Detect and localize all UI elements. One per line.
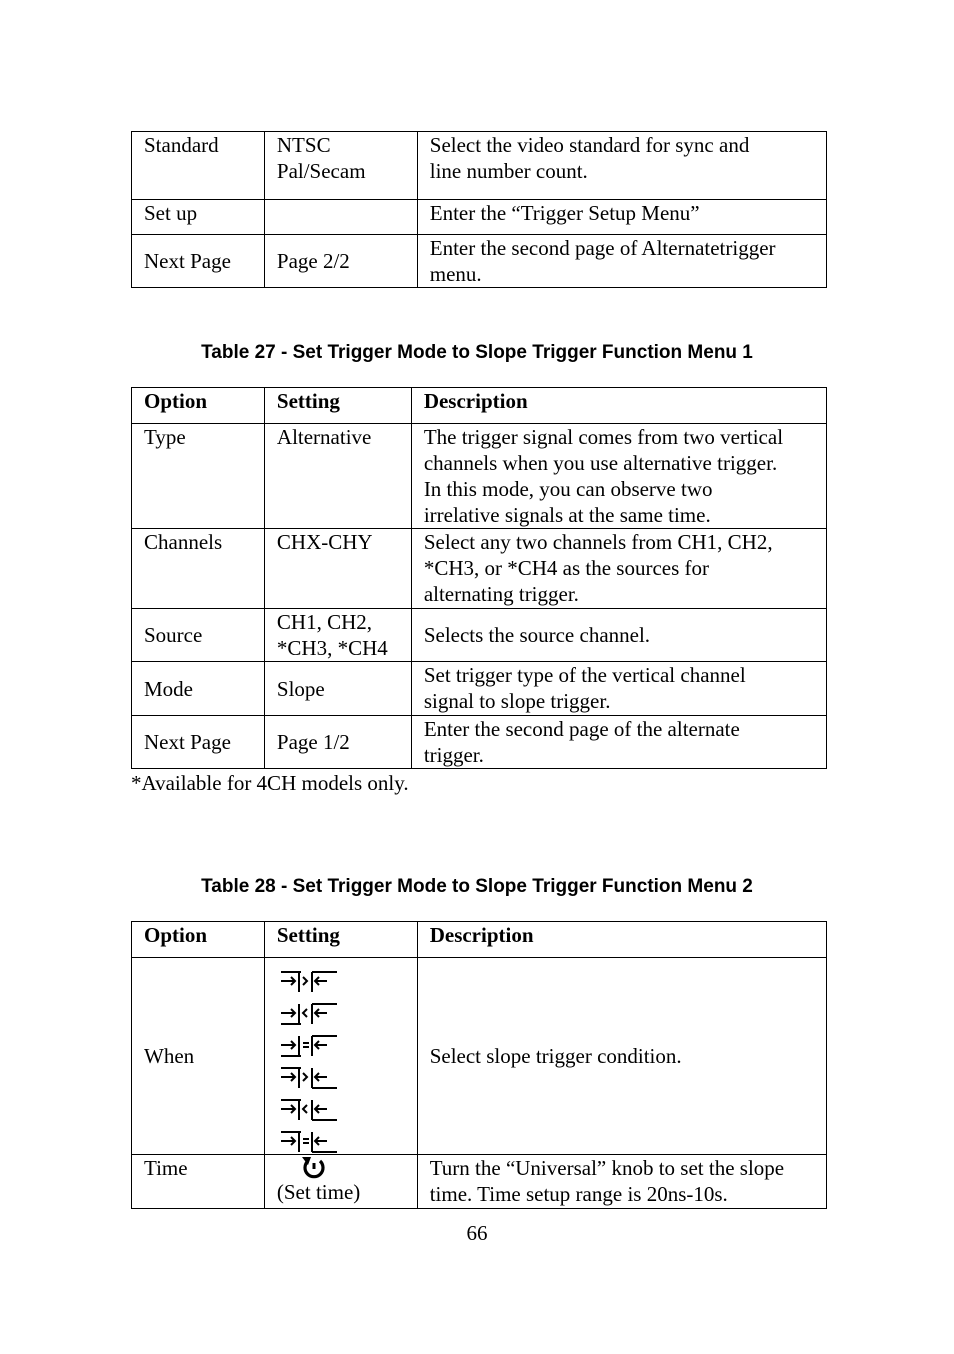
- setting-cell: Slope: [264, 662, 411, 716]
- trigger-menu-continuation-table: [131, 131, 827, 288]
- description-cell: Enter the “Trigger Setup Menu”: [417, 200, 826, 235]
- description-cell: Enter the second page of the alternate trigger.: [411, 716, 826, 769]
- description-cell: Turn the “Universal” knob to set the slope time. Time setup range is 20ns-10s.: [417, 1155, 826, 1209]
- setting-cell: CH1, CH2, *CH3, *CH4: [264, 609, 411, 662]
- option-cell: When: [132, 958, 265, 1155]
- option-cell: Source: [132, 609, 265, 662]
- column-header-description: Description: [411, 388, 826, 424]
- setting-cell: Page 1/2: [264, 716, 411, 769]
- table-row: [132, 716, 827, 769]
- option-cell: Next Page: [132, 716, 265, 769]
- table-row: [132, 958, 827, 1155]
- option-cell: Next Page: [132, 235, 265, 288]
- column-header-description: Description: [417, 922, 826, 958]
- table28: [131, 921, 827, 1209]
- slope-less-than-icon: [279, 1000, 341, 1026]
- footnote: *Available for 4CH models only.: [131, 771, 409, 795]
- slope-equal-icon: [279, 1128, 341, 1154]
- table-header-row: [132, 922, 827, 958]
- table-row: [132, 1155, 827, 1209]
- setting-cell: [264, 200, 417, 235]
- column-header-option: Option: [132, 922, 265, 958]
- table27-caption: Table 27 - Set Trigger Mode to Slope Trigger Function Menu 1: [201, 342, 753, 363]
- table28-caption: Table 28 - Set Trigger Mode to Slope Trigger Function Menu 2: [201, 876, 753, 897]
- description-cell: Select the video standard for sync and line number count.: [417, 132, 826, 200]
- option-cell: Type: [132, 424, 265, 529]
- description-cell: Set trigger type of the vertical channel signal to slope trigger.: [411, 662, 826, 716]
- column-header-setting: Setting: [264, 922, 417, 958]
- setting-cell: CHX-CHY: [264, 529, 411, 609]
- option-cell: Mode: [132, 662, 265, 716]
- option-cell: Standard: [132, 132, 265, 200]
- slope-greater-than-icon: [279, 968, 341, 994]
- table27: [131, 387, 827, 769]
- page-number: 66: [466, 1221, 488, 1245]
- description-cell: Selects the source channel.: [411, 609, 826, 662]
- table-row: [132, 609, 827, 662]
- option-cell: Set up: [132, 200, 265, 235]
- slope-equal-icon: [279, 1032, 341, 1058]
- setting-cell: [264, 958, 417, 1155]
- description-cell: The trigger signal comes from two vertical channels when you use alternative trigger. In this mode, you can observe two irrelative signals at the same time.: [411, 424, 826, 529]
- slope-less-than-icon: [279, 1096, 341, 1122]
- table-row: [132, 235, 827, 288]
- universal-knob-icon: [299, 1155, 329, 1179]
- table-row: [132, 424, 827, 529]
- table-row: [132, 662, 827, 716]
- table-row: [132, 200, 827, 235]
- setting-cell: Page 2/2: [264, 235, 417, 288]
- set-time-label: (Set time): [276, 1180, 361, 1204]
- setting-cell: Alternative: [264, 424, 411, 529]
- setting-cell: NTSC Pal/Secam: [264, 132, 417, 200]
- slope-condition-icons: [265, 958, 417, 1154]
- table-row: [132, 132, 827, 200]
- setting-cell: [264, 1155, 417, 1209]
- table-header-row: [132, 388, 827, 424]
- option-cell: Time: [132, 1155, 265, 1209]
- column-header-setting: Setting: [264, 388, 411, 424]
- option-cell: Channels: [132, 529, 265, 609]
- table-row: [132, 529, 827, 609]
- description-cell: Enter the second page of Alternatetrigger menu.: [417, 235, 826, 288]
- description-cell: Select slope trigger condition.: [417, 958, 826, 1155]
- description-cell: Select any two channels from CH1, CH2, *CH3, or *CH4 as the sources for alternating trigger.: [411, 529, 826, 609]
- slope-greater-than-icon: [279, 1064, 341, 1090]
- column-header-option: Option: [132, 388, 265, 424]
